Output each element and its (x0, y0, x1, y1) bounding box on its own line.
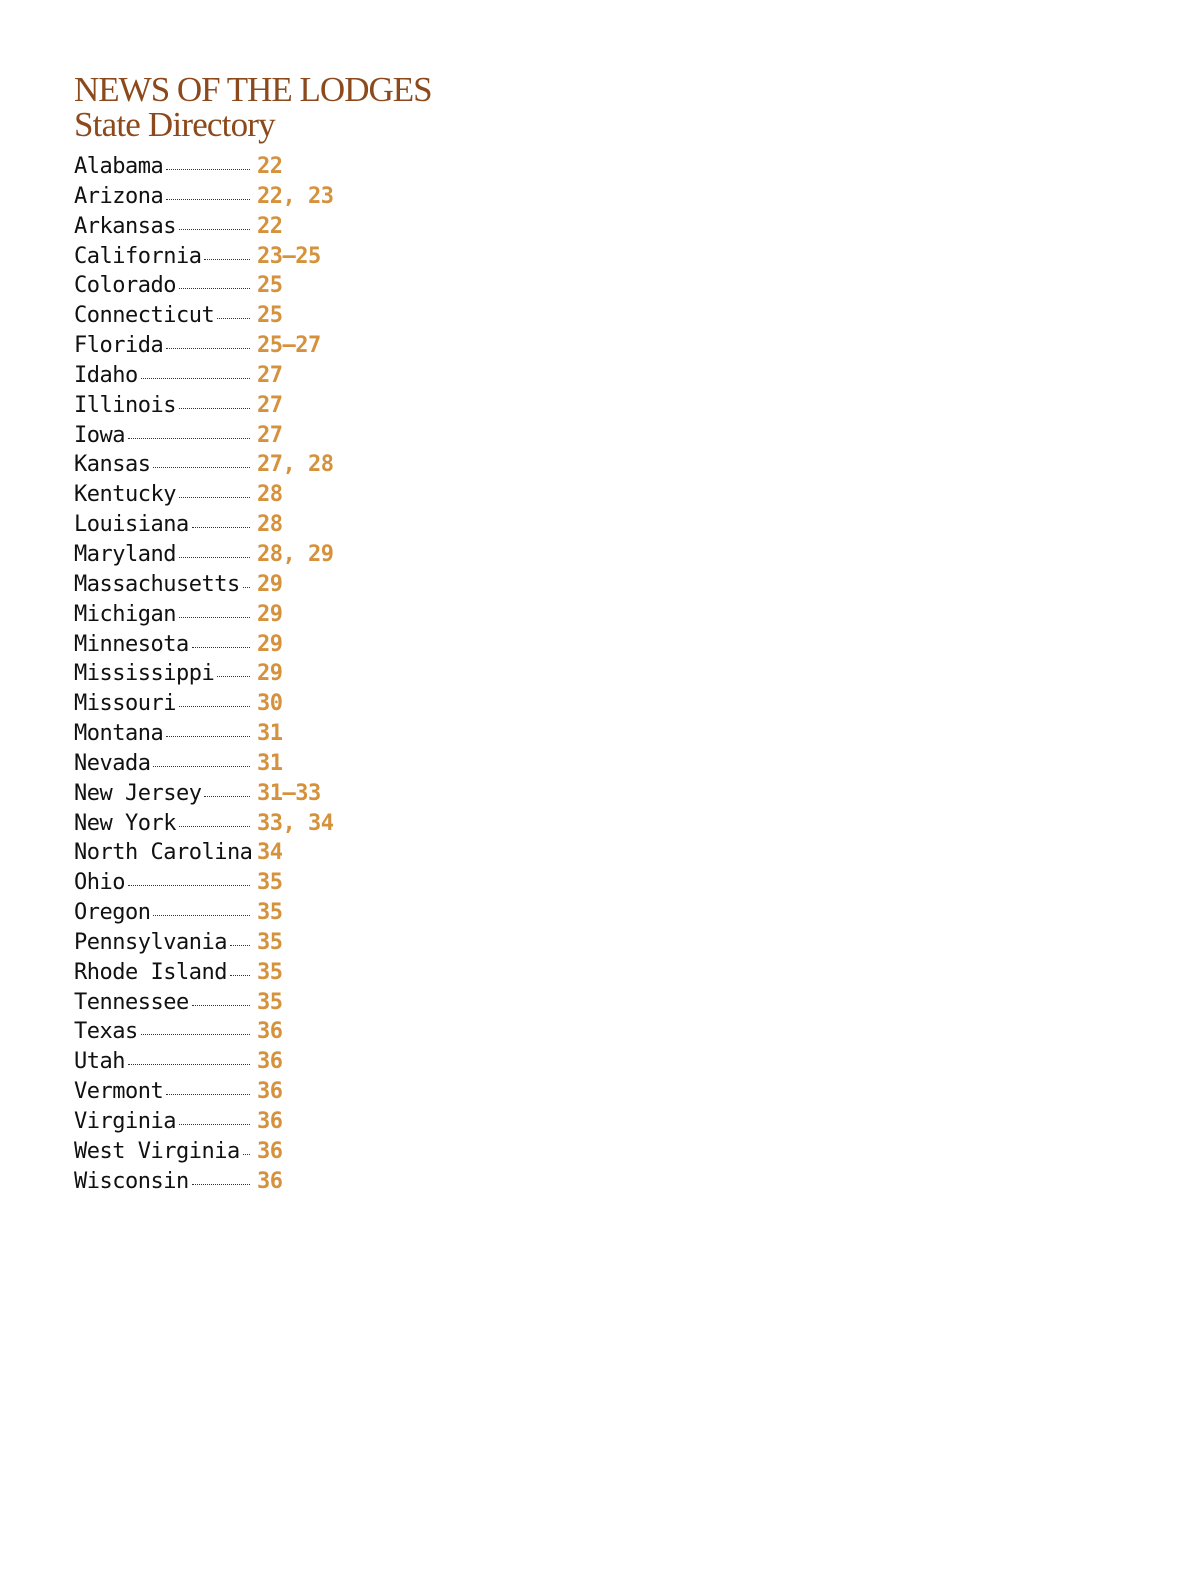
page-numbers: 35 (257, 989, 283, 1015)
state-name: Kansas (74, 452, 151, 478)
page-numbers: 36 (257, 1109, 283, 1134)
state-name: Tennessee (74, 989, 189, 1015)
state-name: Michigan (74, 601, 176, 627)
page-numbers: 31 (257, 721, 283, 747)
dot-leader (166, 169, 250, 170)
state-name: California (74, 243, 202, 269)
page-numbers: 28 (257, 482, 283, 508)
page-numbers: 27 (257, 362, 283, 388)
dot-leader (179, 1124, 250, 1125)
dot-leader (179, 288, 250, 289)
state-name: Idaho (74, 362, 138, 388)
entry-label-group (74, 930, 252, 955)
state-name: Illinois (74, 392, 176, 418)
entry-label-group (74, 960, 252, 985)
page-numbers: 27 (257, 392, 283, 418)
directory-entry (74, 542, 333, 572)
state-name: Pennsylvania (74, 929, 227, 955)
dot-leader (243, 1154, 250, 1155)
entry-label-group (74, 1109, 252, 1134)
directory-entry (74, 214, 333, 244)
entry-label-group (74, 602, 252, 627)
directory-entry (74, 482, 333, 512)
dot-leader (153, 467, 250, 468)
directory-entry (74, 1019, 333, 1049)
state-name: North Carolina (74, 840, 252, 866)
page-numbers: 31–33 (257, 780, 321, 806)
directory-entry (74, 1049, 333, 1079)
page-numbers: 29 (257, 601, 283, 627)
directory-entry (74, 900, 333, 930)
directory-entry (74, 930, 333, 960)
page-numbers: 29 (257, 571, 283, 597)
entry-label-group (74, 184, 252, 209)
dot-leader (192, 527, 250, 528)
page-title: NEWS OF THE LODGES (74, 70, 432, 109)
page-numbers: 25–27 (257, 333, 321, 359)
dot-leader (166, 199, 250, 200)
page-numbers: 30 (257, 691, 283, 717)
state-name: West Virginia (74, 1138, 240, 1164)
directory-entry (74, 691, 333, 721)
directory-entry (74, 990, 333, 1020)
page-numbers: 36 (257, 1019, 283, 1045)
directory-entry (74, 1139, 333, 1169)
state-name: Mississippi (74, 661, 215, 687)
dot-leader (128, 1064, 250, 1065)
entry-label-group (74, 423, 252, 448)
directory-entry (74, 452, 333, 482)
entry-label-group (74, 811, 252, 836)
dot-leader (166, 348, 250, 349)
dot-leader (217, 318, 250, 319)
page-numbers: 22, 23 (257, 183, 334, 209)
dot-leader (153, 915, 250, 916)
directory-entry (74, 393, 333, 423)
page-numbers: 34 (257, 840, 283, 866)
dot-leader (179, 557, 250, 558)
state-directory-list (74, 154, 333, 1199)
entry-label-group (74, 512, 252, 537)
dot-leader (179, 617, 250, 618)
directory-entry (74, 811, 333, 841)
page-numbers: 36 (257, 1079, 283, 1105)
entry-label-group (74, 154, 252, 179)
dot-leader (192, 1184, 250, 1185)
directory-entry (74, 423, 333, 453)
dot-leader (179, 408, 250, 409)
dot-leader (166, 736, 250, 737)
state-name: Colorado (74, 273, 176, 299)
state-name: Massachusetts (74, 571, 240, 597)
entry-label-group (74, 691, 252, 716)
dot-leader (179, 706, 250, 707)
state-name: New Jersey (74, 780, 202, 806)
page-numbers: 22 (257, 213, 283, 239)
state-name: Iowa (74, 422, 125, 448)
state-name: Connecticut (74, 303, 215, 329)
page-numbers: 35 (257, 929, 283, 955)
dot-leader (141, 1034, 250, 1035)
entry-label-group (74, 303, 252, 328)
page-heading (74, 72, 432, 142)
dot-leader (230, 945, 250, 946)
state-name: Arizona (74, 183, 164, 209)
entry-label-group (74, 781, 252, 806)
page-numbers: 28 (257, 512, 283, 538)
state-name: New York (74, 810, 176, 836)
directory-entry (74, 781, 333, 811)
directory-entry (74, 602, 333, 632)
entry-label-group (74, 273, 252, 298)
dot-leader (141, 378, 250, 379)
page-numbers: 33, 34 (257, 810, 334, 836)
entry-label-group (74, 1139, 252, 1164)
directory-entry (74, 870, 333, 900)
page-numbers: 25 (257, 303, 283, 329)
directory-entry (74, 1109, 333, 1139)
entry-label-group (74, 840, 252, 865)
entry-label-group (74, 1019, 252, 1044)
dot-leader (179, 229, 250, 230)
page-numbers: 35 (257, 900, 283, 926)
dot-leader (128, 438, 250, 439)
dot-leader (153, 766, 250, 767)
state-name: Oregon (74, 900, 151, 926)
state-name: Arkansas (74, 213, 176, 239)
dot-leader (204, 796, 250, 797)
entry-label-group (74, 452, 252, 477)
page-numbers: 25 (257, 273, 283, 299)
page-numbers: 22 (257, 154, 283, 179)
page-numbers: 36 (257, 1168, 283, 1194)
dot-leader (179, 826, 250, 827)
page-numbers: 35 (257, 870, 283, 896)
directory-entry (74, 512, 333, 542)
entry-label-group (74, 661, 252, 686)
state-name: Ohio (74, 870, 125, 896)
page-numbers: 31 (257, 750, 283, 776)
entry-label-group (74, 244, 252, 269)
directory-entry (74, 632, 333, 662)
entry-label-group (74, 990, 252, 1015)
page-numbers: 36 (257, 1049, 283, 1075)
state-name: Kentucky (74, 482, 176, 508)
entry-label-group (74, 482, 252, 507)
directory-entry (74, 960, 333, 990)
entry-label-group (74, 333, 252, 358)
directory-entry (74, 661, 333, 691)
page-numbers: 28, 29 (257, 541, 334, 567)
entry-label-group (74, 572, 252, 597)
page-subtitle: State Directory (74, 105, 275, 144)
entry-label-group (74, 1169, 252, 1194)
directory-entry (74, 1169, 333, 1199)
entry-label-group (74, 721, 252, 746)
state-name: Rhode Island (74, 959, 227, 985)
entry-label-group (74, 900, 252, 925)
dot-leader (243, 587, 250, 588)
dot-leader (230, 975, 250, 976)
directory-entry (74, 572, 333, 602)
state-name: Nevada (74, 750, 151, 776)
state-name: Vermont (74, 1079, 164, 1105)
dot-leader (192, 647, 250, 648)
entry-label-group (74, 1049, 252, 1074)
entry-label-group (74, 1079, 252, 1104)
page-numbers: 36 (257, 1138, 283, 1164)
state-name: Maryland (74, 541, 176, 567)
entry-label-group (74, 363, 252, 388)
state-name: Florida (74, 333, 164, 359)
state-name: Utah (74, 1049, 125, 1075)
directory-entry (74, 303, 333, 333)
entry-label-group (74, 632, 252, 657)
dot-leader (204, 259, 250, 260)
state-name: Missouri (74, 691, 176, 717)
entry-label-group (74, 393, 252, 418)
directory-entry (74, 244, 333, 274)
page-numbers: 35 (257, 959, 283, 985)
page-numbers: 23–25 (257, 243, 321, 269)
state-name: Virginia (74, 1109, 176, 1134)
state-name: Louisiana (74, 512, 189, 538)
dot-leader (179, 497, 250, 498)
directory-entry (74, 840, 333, 870)
directory-entry (74, 154, 333, 184)
state-name: Wisconsin (74, 1168, 189, 1194)
state-name: Minnesota (74, 631, 189, 657)
entry-label-group (74, 870, 252, 895)
directory-entry (74, 363, 333, 393)
entry-label-group (74, 214, 252, 239)
dot-leader (217, 676, 250, 677)
state-name: Montana (74, 721, 164, 747)
dot-leader (128, 885, 250, 886)
directory-entry (74, 333, 333, 363)
state-name: Alabama (74, 154, 164, 179)
page-numbers: 29 (257, 631, 283, 657)
directory-entry (74, 1079, 333, 1109)
entry-label-group (74, 751, 252, 776)
page-numbers: 27, 28 (257, 452, 334, 478)
page-numbers: 27 (257, 422, 283, 448)
directory-entry (74, 184, 333, 214)
dot-leader (192, 1005, 250, 1006)
entry-label-group (74, 542, 252, 567)
state-name: Texas (74, 1019, 138, 1045)
directory-entry (74, 751, 333, 781)
directory-entry (74, 273, 333, 303)
directory-entry (74, 721, 333, 751)
page-numbers: 29 (257, 661, 283, 687)
dot-leader (166, 1094, 250, 1095)
